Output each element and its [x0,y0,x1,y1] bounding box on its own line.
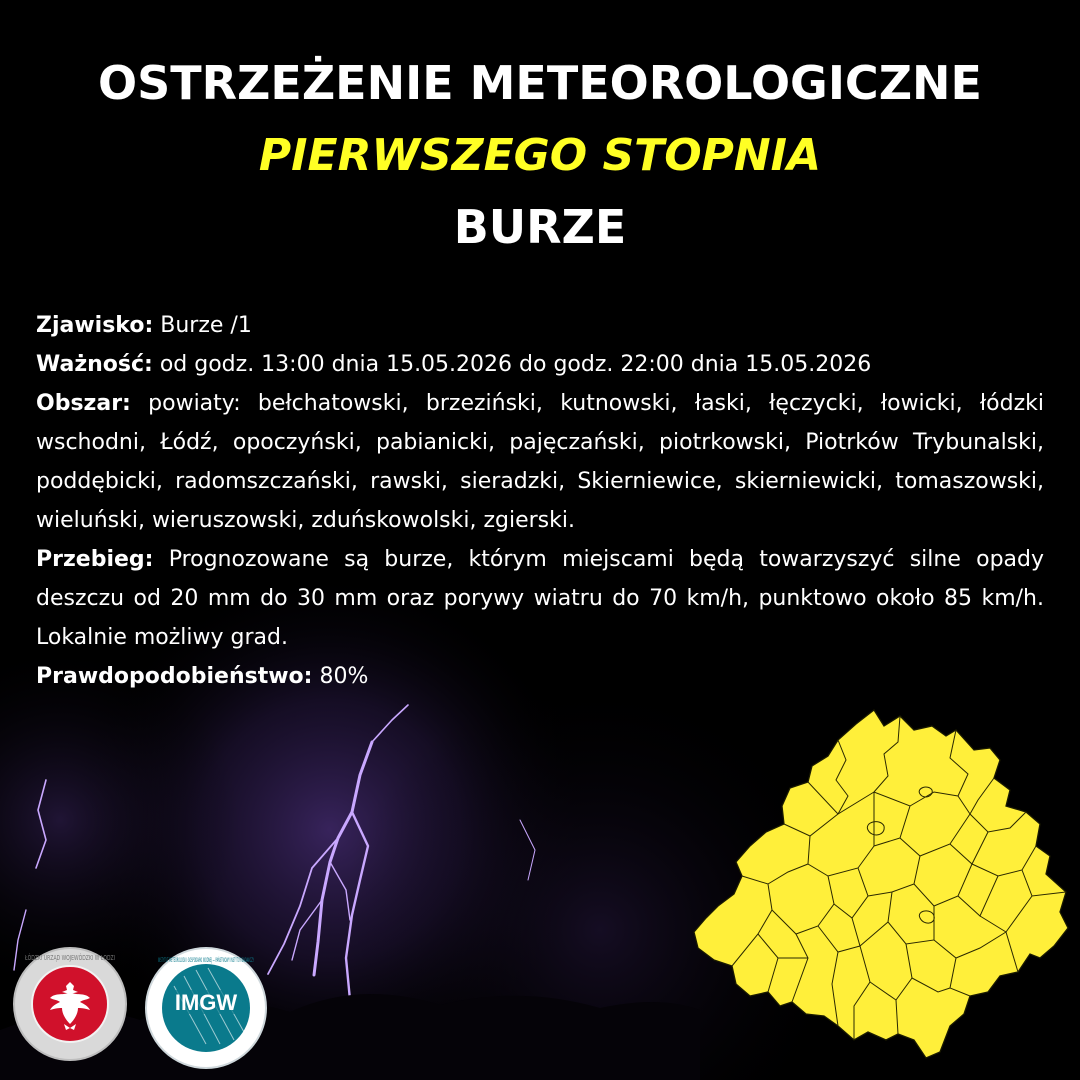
validity-value: od godz. 13:00 dnia 15.05.2026 do godz. 22:00 dnia 15.05.2026 [159,352,872,377]
phenomenon-value: Burze /1 [160,313,252,338]
warning-phenomenon-title: BURZE [453,200,627,254]
probability-row [36,657,1044,696]
course-row [36,540,1044,657]
voivodeship-office-logo [12,946,162,1062]
area-label: Obszar: [36,391,131,416]
warning-level: PIERWSZEGO STOPNIA [258,130,822,181]
imgw-ring-text: INSTYTUT METEOROLOGII I GOSPODARKI WODNEJ — PAŃSTWOWY INSTYTUT BADAWCZY [158,957,255,964]
area-row [36,384,1044,540]
area-value: powiaty: bełchatowski, brzeziński, kutnowski, łaski, łęczycki, łowicki, łódzki wschodni, Łódź, opoczyński, pabianicki, pajęczański, piotrkowski, Piotrków Trybunalski, poddębicki, radomszczański, rawski, sieradzki, Skierniewice, skierniewicki, tomaszowski, wieluński, wieruszowski, zduńskowolski, zgierski. [36,391,1044,533]
voivodeship-outline [694,710,1068,1058]
course-value: Prognozowane są burze, którym miejscami będą towarzyszyć silne opady deszczu od 20 mm do 30 mm oraz porywy wiatru do 70 km/h, punktowo około 85 km/h. Lokalnie możliwy grad. [36,547,1044,650]
probability-value: 80% [319,664,369,689]
uw-ring-text: ŁÓDZKI URZĄD WOJEWÓDZKI W ŁODZI [25,954,162,962]
validity-label: Ważność: [36,352,153,377]
probability-label: Prawdopodobieństwo: [36,664,313,689]
warning-title: OSTRZEŻENIE METEOROLOGICZNE [98,56,982,110]
lodz-voivodeship-map [688,696,1072,1070]
warning-details [36,306,1044,696]
phenomenon-label: Zjawisko: [36,313,154,338]
phenomenon-row [36,306,1044,345]
course-label: Przebieg: [36,547,154,572]
imgw-mark: IMGW [174,990,238,1015]
imgw-logo [144,946,268,1070]
validity-row [36,345,1044,384]
